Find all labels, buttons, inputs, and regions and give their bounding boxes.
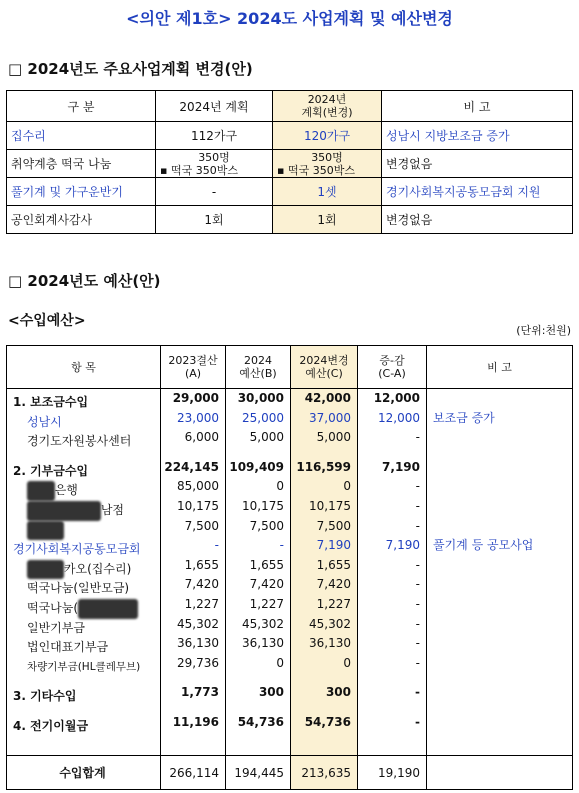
budget-note <box>427 713 572 733</box>
redacted-text <box>27 481 55 501</box>
budget-item-label: 은행 <box>54 483 78 498</box>
budget-item <box>7 481 160 501</box>
page-title: <의안 제1호> 2024도 사업계획 및 예산변경 <box>126 9 453 28</box>
budget-c: 7,420 <box>316 577 351 592</box>
budget-a: 10,175 <box>177 498 219 513</box>
plan-note: 변경없음 <box>382 206 573 234</box>
row-gap <box>161 703 225 713</box>
plan-value: 112가구 <box>156 122 273 150</box>
row-gap <box>291 448 357 458</box>
budget-c: 5,000 <box>316 430 351 445</box>
total-c: 213,635 <box>291 756 358 790</box>
row-gap <box>226 703 290 713</box>
budget-b: 7,420 <box>249 577 284 592</box>
col-header: 증-감 (C-A) <box>358 346 427 389</box>
budget-item <box>7 462 160 482</box>
plan-row <box>7 122 573 150</box>
budget-a: - <box>214 538 219 553</box>
budget-b: 7,500 <box>249 518 284 533</box>
budget-item <box>7 413 160 433</box>
budget-a: 224,145 <box>164 459 219 474</box>
income-budget-heading: <수입예산> <box>8 313 86 329</box>
col-header: 비 고 <box>382 91 573 122</box>
plan-value-detail: ▪ 떡국 350박스 <box>277 163 355 177</box>
col-header: 2023결산 (A) <box>161 346 226 389</box>
plan-note: 성남시 지방보조금 증가 <box>382 122 573 150</box>
budget-d: - <box>415 479 420 494</box>
budget-b: 5,000 <box>249 430 284 445</box>
col-header: 구 분 <box>7 91 156 122</box>
row-gap <box>358 448 426 458</box>
row-gap <box>226 448 290 458</box>
budget-a: 85,000 <box>177 479 219 494</box>
plan-row <box>7 150 573 178</box>
budget-item <box>7 501 160 521</box>
redacted-text <box>27 501 101 521</box>
budget-note <box>427 389 572 409</box>
budget-d: - <box>415 714 420 729</box>
budget-b: 0 <box>276 479 284 494</box>
budget-c: 0 <box>343 655 351 670</box>
budget-a: 23,000 <box>177 410 219 425</box>
budget-d: - <box>415 596 420 611</box>
budget-a: 11,196 <box>172 714 219 729</box>
total-label: 수입합계 <box>7 756 161 790</box>
budget-c: 54,736 <box>304 714 351 729</box>
budget-c: 36,130 <box>309 636 351 651</box>
section-plan-heading: □ 2024년도 주요사업계획 변경(안) <box>8 60 253 78</box>
row-gap <box>291 703 357 713</box>
budget-item-label: 남점 <box>100 502 125 517</box>
budget-c: 10,175 <box>309 498 351 513</box>
budget-c: 300 <box>325 685 351 700</box>
budget-a: 1,655 <box>184 557 219 572</box>
section-budget-heading: □ 2024년도 예산(안) <box>8 272 161 290</box>
budget-note <box>427 556 572 576</box>
total-b: 194,445 <box>226 756 291 790</box>
budget-item-label: 떡국나눔(일반모금) <box>27 581 130 596</box>
budget-item <box>7 579 160 599</box>
col-header: 2024년 계획(변경) <box>273 91 382 122</box>
budget-d: - <box>415 685 420 700</box>
budget-item <box>7 521 160 541</box>
budget-b: 36,130 <box>242 636 284 651</box>
row-gap <box>358 703 426 713</box>
total-a: 266,114 <box>161 756 226 790</box>
budget-a: 36,130 <box>177 636 219 651</box>
total-row <box>7 756 573 790</box>
budget-note <box>427 497 572 517</box>
budget-b: 300 <box>258 685 284 700</box>
budget-note: 풀기계 등 공모사업 <box>433 538 534 553</box>
budget-b: 1,227 <box>249 596 284 611</box>
budget-item-label: 4. 전기이월금 <box>13 718 89 733</box>
plan-value: 350명 <box>311 150 343 164</box>
plan-item-name: 취약계층 떡국 나눔 <box>7 150 156 178</box>
redacted-text <box>27 560 64 580</box>
budget-d: 12,000 <box>378 410 420 425</box>
plan-value: 1회 <box>156 206 273 234</box>
budget-item <box>7 432 160 452</box>
plan-changed-value <box>273 150 382 178</box>
budget-d: - <box>415 518 420 533</box>
budget-note <box>427 654 572 674</box>
col-header: 2024 예산(B) <box>226 346 291 389</box>
plan-value <box>156 150 273 178</box>
budget-item <box>7 619 160 639</box>
budget-item-label: 3. 기타수입 <box>13 689 77 704</box>
budget-c: 42,000 <box>304 391 351 405</box>
budget-c: 7,190 <box>316 538 351 553</box>
row-gap <box>7 707 160 717</box>
budget-item-label: 카오(집수리) <box>63 561 132 576</box>
budget-item <box>7 717 160 737</box>
budget-a: 1,227 <box>184 596 219 611</box>
plan-changed-value: 120가구 <box>273 122 382 150</box>
budget-item-label: 차량기부금(HL클레무브) <box>27 660 141 673</box>
row-gap <box>7 677 160 687</box>
budget-item-label: 성남시 <box>27 414 62 429</box>
col-header: 2024년 계획 <box>156 91 273 122</box>
budget-c: 1,655 <box>316 557 351 572</box>
budget-item-label: 경기도자원봉사센터 <box>27 434 132 449</box>
budget-c: 7,500 <box>316 518 351 533</box>
row-gap <box>226 673 290 683</box>
budget-c: 45,302 <box>309 616 351 631</box>
budget-b: - <box>279 538 284 553</box>
total-d: 19,190 <box>358 756 427 790</box>
budget-c: 1,227 <box>316 596 351 611</box>
plan-value: 350명 <box>198 150 230 164</box>
budget-b: 10,175 <box>242 498 284 513</box>
row-gap <box>427 673 572 683</box>
plan-value-detail: ▪ 떡국 350박스 <box>160 163 238 177</box>
col-header: 2024변경 예산(C) <box>291 346 358 389</box>
budget-a: 29,000 <box>172 391 219 405</box>
plan-note: 변경없음 <box>382 150 573 178</box>
budget-c: 37,000 <box>309 410 351 425</box>
budget-d: - <box>415 430 420 445</box>
budget-b: 25,000 <box>242 410 284 425</box>
row-gap <box>427 703 572 713</box>
redacted-text <box>78 599 138 619</box>
col-header: 항 목 <box>7 346 161 389</box>
budget-b: 0 <box>276 655 284 670</box>
plan-item-name: 집수리 <box>7 122 156 150</box>
plan-row <box>7 178 573 206</box>
budget-d: - <box>415 616 420 631</box>
budget-c: 0 <box>343 479 351 494</box>
row-gap <box>161 673 225 683</box>
budget-note: 보조금 증가 <box>433 410 495 425</box>
row-gap <box>7 452 160 462</box>
budget-b: 45,302 <box>242 616 284 631</box>
budget-d: - <box>415 577 420 592</box>
budget-note <box>427 683 572 703</box>
plan-changed-value: 1셋 <box>273 178 382 206</box>
budget-b: 109,409 <box>229 459 284 474</box>
budget-note <box>427 458 572 478</box>
budget-item <box>7 540 160 560</box>
budget-a: 6,000 <box>184 430 219 445</box>
plan-note: 경기사회복지공동모금회 지원 <box>382 178 573 206</box>
budget-note <box>427 477 572 497</box>
budget-d: 7,190 <box>385 538 420 553</box>
budget-note <box>427 595 572 615</box>
budget-d: - <box>415 557 420 572</box>
budget-a: 7,420 <box>184 577 219 592</box>
budget-item <box>7 638 160 658</box>
budget-item-label: 법인대표기부금 <box>27 640 109 655</box>
plan-row <box>7 206 573 234</box>
budget-a: 7,500 <box>184 518 219 533</box>
plan-table <box>6 90 573 234</box>
budget-item <box>7 687 160 707</box>
budget-item-label: 경기사회복지공동모금회 <box>13 542 141 557</box>
budget-a: 45,302 <box>177 616 219 631</box>
budget-note <box>427 517 572 537</box>
plan-item-name: 풀기계 및 가구운반기 <box>7 178 156 206</box>
budget-d: 7,190 <box>382 459 420 474</box>
budget-b: 1,655 <box>249 557 284 572</box>
budget-d: - <box>415 498 420 513</box>
budget-c: 116,599 <box>296 459 351 474</box>
budget-b: 54,736 <box>237 714 284 729</box>
row-gap <box>161 448 225 458</box>
row-gap <box>427 448 572 458</box>
budget-a: 29,736 <box>177 655 219 670</box>
budget-item <box>7 599 160 619</box>
row-gap <box>291 673 357 683</box>
unit-label: (단위:천원) <box>516 324 571 337</box>
budget-d: 12,000 <box>373 391 420 405</box>
budget-item <box>7 393 160 413</box>
budget-table <box>6 345 573 790</box>
budget-item-label: 1. 보조금수입 <box>13 395 89 409</box>
budget-note <box>427 634 572 654</box>
budget-b: 30,000 <box>237 391 284 405</box>
plan-item-name: 공인회계사감사 <box>7 206 156 234</box>
budget-item-label: 2. 기부금수입 <box>13 463 89 478</box>
budget-item-label: 떡국나눔( <box>27 600 79 615</box>
budget-item <box>7 560 160 580</box>
budget-d: - <box>415 655 420 670</box>
row-gap <box>358 673 426 683</box>
plan-changed-value: 1회 <box>273 206 382 234</box>
budget-a: 1,773 <box>181 685 219 700</box>
budget-d: - <box>415 636 420 651</box>
budget-note <box>427 575 572 595</box>
budget-note <box>427 615 572 635</box>
budget-note <box>427 428 572 448</box>
col-header: 비 고 <box>427 346 573 389</box>
redacted-text <box>27 521 64 541</box>
budget-item-label: 일반기부금 <box>27 620 85 635</box>
plan-value: - <box>156 178 273 206</box>
budget-item <box>7 658 160 678</box>
total-note <box>427 756 573 790</box>
